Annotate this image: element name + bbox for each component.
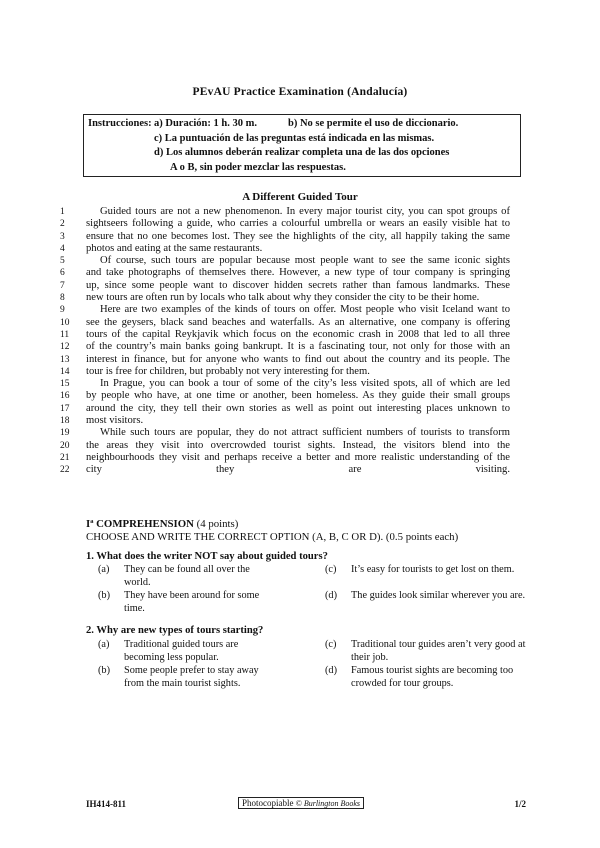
line-text: photos and eating at the same restaurants. (86, 242, 263, 254)
q2-option-b[interactable] (98, 665, 274, 690)
option-text: The guides look similar wherever you are. (351, 590, 526, 601)
line-number: 2 (60, 219, 65, 230)
option-text: It’s easy for tourists to get lost on them. (351, 564, 515, 575)
option-text: Some people prefer to stay away from the main tourist sights. (124, 665, 259, 689)
line-number: 20 (60, 440, 70, 451)
instruction-d: d) Los alumnos deberán realizar completa una de las dos opciones (154, 147, 450, 158)
question-2 (86, 625, 526, 636)
option-letter: (d) (325, 665, 338, 676)
section-heading: Iª COMPREHENSION (86, 518, 194, 530)
passage-line (60, 440, 520, 452)
q2-option-d[interactable] (325, 665, 531, 690)
line-text: and take photographs of themselves there. However, a new type of tour company is springing (86, 267, 510, 279)
line-number: 13 (60, 354, 70, 365)
line-text: In Prague, you can book a tour of some of the city’s less visited spots, all of which are led (100, 378, 510, 390)
q1-option-c[interactable] (325, 564, 526, 577)
line-number: 15 (60, 379, 70, 390)
q1-option-b[interactable] (98, 590, 274, 615)
line-text: tours of the capital Reykjavik which focus on the economic crash in 2008 that led to all three (86, 328, 510, 340)
line-text: city they are visiting. (86, 464, 510, 476)
reading-passage (60, 206, 520, 477)
passage-line (60, 218, 520, 230)
line-text: Of course, such tours are popular because most people want to see the same iconic sights (100, 255, 510, 267)
comprehension-section (86, 518, 526, 543)
line-text: tour is free for children, but probably not very interesting for them. (86, 365, 370, 377)
option-text: Traditional guided tours are becoming less popular. (124, 639, 239, 663)
option-text: They can be found all over the world. (124, 564, 250, 588)
line-number: 19 (60, 428, 70, 439)
option-letter: (b) (98, 665, 111, 676)
passage-line (60, 304, 520, 316)
document-code: IH414-811 (86, 799, 127, 809)
passage-line (60, 231, 520, 243)
publisher-label: © Burlington Books (295, 799, 361, 808)
line-text: ensure that no one becomes lost. They see the highlights of the city, all happily taking the same (86, 230, 510, 242)
exam-title: PEvAU Practice Examination (Andalucía) (192, 86, 408, 98)
line-text: most visitors. (86, 415, 144, 427)
line-number: 6 (60, 268, 65, 279)
passage-line (60, 378, 520, 390)
option-letter: (c) (325, 639, 337, 650)
passage-line (60, 206, 520, 218)
option-letter: (a) (98, 564, 110, 575)
q2-option-a[interactable] (98, 639, 269, 664)
passage-line (60, 452, 520, 464)
question-2-text: 2. Why are new types of tours starting? (86, 625, 264, 636)
line-number: 5 (60, 256, 65, 267)
passage-line (60, 427, 520, 439)
line-number: 22 (60, 465, 70, 476)
instruction-a: a) Duración: 1 h. 30 m. (154, 118, 257, 129)
passage-line (60, 341, 520, 353)
passage-line (60, 403, 520, 415)
line-number: 4 (60, 243, 65, 254)
line-number: 21 (60, 452, 70, 463)
line-text: around the city, they tell their own stories as well as point out interesting places unknown to (86, 402, 510, 414)
line-number: 12 (60, 342, 70, 353)
option-letter: (d) (325, 590, 338, 601)
passage-line (60, 354, 520, 366)
line-number: 3 (60, 231, 65, 242)
line-number: 17 (60, 403, 70, 414)
line-text: up, since some people want to discover hidden secrets rather than famous landmarks. These (86, 279, 510, 291)
passage-line (60, 255, 520, 267)
option-letter: (b) (98, 590, 111, 601)
line-number: 16 (60, 391, 70, 402)
passage-line (60, 243, 520, 255)
q2-option-c[interactable] (325, 639, 531, 664)
line-text: While such tours are popular, they do not attract sufficient numbers of tourists to transform (100, 427, 510, 439)
line-number: 18 (60, 416, 70, 427)
line-number: 9 (60, 305, 65, 316)
line-text: the areas they visit into overcrowded tourist sights. Instead, the visitors blend into the (86, 439, 510, 451)
photocopiable-badge (238, 797, 364, 809)
line-text: Guided tours are not a new phenomenon. In every major tourist city, you can spot groups of (100, 206, 510, 217)
line-number: 7 (60, 280, 65, 291)
line-text: sightseers following a guide, who carries a colourful umbrella or wears an easily visible hat to (86, 218, 510, 230)
passage-line (60, 267, 520, 279)
option-letter: (c) (325, 564, 337, 575)
question-1-text: 1. What does the writer NOT say about guided tours? (86, 551, 328, 562)
line-text: by people who have, at one time or another, been homeless. As they guide their small groups (86, 390, 510, 402)
line-text: of the country’s main banks going bankrupt. It is a fascinating tour, not only for those with an (86, 341, 510, 353)
option-text: Famous tourist sights are becoming too crowded for tour groups. (351, 665, 514, 689)
instructions-box (83, 114, 521, 177)
passage-line (60, 464, 520, 476)
passage-line (60, 366, 520, 378)
question-1 (86, 551, 526, 562)
section-points: (4 points) (196, 518, 239, 530)
line-text: neighbourhoods they visit and perhaps receive a better and more realistic understanding of the (86, 451, 510, 463)
instructions-label: Instrucciones: (88, 118, 152, 129)
line-number: 1 (60, 207, 65, 217)
passage-line (60, 390, 520, 402)
instruction-c: c) La puntuación de las preguntas está indicada en las mismas. (154, 132, 435, 144)
option-letter: (a) (98, 639, 110, 650)
line-text: new tours are often run by locals who talk about why they consider the city to be their home. (86, 292, 480, 304)
passage-line (60, 415, 520, 427)
option-text: They have been around for some time. (124, 590, 260, 614)
line-text: Here are two examples of the kinds of tours on offer. Most people who visit Iceland want to (100, 304, 510, 316)
instruction-d-continuation: A o B, sin poder mezclar las respuestas. (170, 161, 346, 173)
line-number: 11 (60, 329, 70, 340)
badge-label: Photocopiable (242, 798, 294, 808)
passage-line (60, 317, 520, 329)
section-instruction: CHOOSE AND WRITE THE CORRECT OPTION (A, B, C OR D). (0.5 points each) (86, 531, 459, 543)
line-number: 10 (60, 317, 70, 328)
passage-line (60, 329, 520, 341)
passage-line (60, 280, 520, 292)
q1-option-d[interactable] (325, 590, 526, 603)
line-number: 14 (60, 366, 70, 377)
page-number: 1/2 (514, 799, 526, 809)
passage-line (60, 292, 520, 304)
option-text: Traditional tour guides aren’t very good at their job. (351, 639, 526, 663)
q1-option-a[interactable] (98, 564, 274, 589)
line-text: interest in finance, but for anyone who wants to find out about the country and its people. The (86, 353, 510, 365)
story-title: A Different Guided Tour (242, 191, 358, 203)
line-number: 8 (60, 293, 65, 304)
instruction-b: b) No se permite el uso de diccionario. (288, 118, 459, 129)
line-text: see the geysers, black sand beaches and waterfalls. As an alternative, one company is offering (86, 316, 510, 328)
